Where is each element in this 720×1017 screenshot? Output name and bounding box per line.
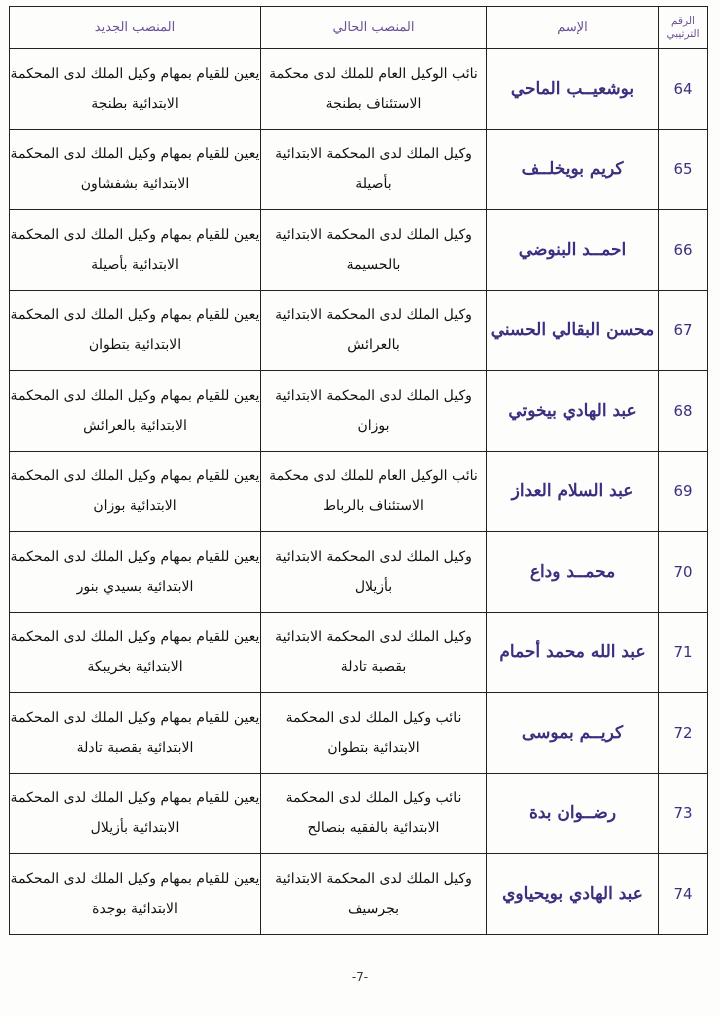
serial-number-cell: 68 — [659, 371, 708, 452]
table-row — [10, 451, 708, 532]
new-position-cell: يعين للقيام بمهام وكيل الملك لدى المحكمة الابتدائية بطنجة — [10, 49, 261, 130]
serial-number-cell: 66 — [659, 210, 708, 291]
header-serial-number: الرقم الترتيبي — [659, 7, 708, 49]
name-cell: محسن البقالي الحسني — [487, 290, 659, 371]
current-position-cell: نائب الوكيل العام للملك لدى محكمة الاستئناف بطنجة — [261, 49, 487, 130]
serial-number-cell: 64 — [659, 49, 708, 130]
name-cell: عبد السلام العداز — [487, 451, 659, 532]
current-position-cell: وكيل الملك لدى المحكمة الابتدائية بوزان — [261, 371, 487, 452]
name-cell: محمــد وداع — [487, 532, 659, 613]
table-header-row — [10, 7, 708, 49]
name-cell: عبد الهادي بيخوتي — [487, 371, 659, 452]
serial-number-cell: 69 — [659, 451, 708, 532]
new-position-cell: يعين للقيام بمهام وكيل الملك لدى المحكمة الابتدائية بأزيلال — [10, 773, 261, 854]
new-position-cell: يعين للقيام بمهام وكيل الملك لدى المحكمة الابتدائية بوجدة — [10, 854, 261, 935]
name-cell: كريم بويخلــف — [487, 129, 659, 210]
name-cell: عبد الهادي بويحياوي — [487, 854, 659, 935]
appointments-table — [9, 6, 708, 935]
page-number: -7- — [351, 970, 369, 984]
serial-number-cell: 73 — [659, 773, 708, 854]
new-position-cell: يعين للقيام بمهام وكيل الملك لدى المحكمة الابتدائية بوزان — [10, 451, 261, 532]
new-position-cell: يعين للقيام بمهام وكيل الملك لدى المحكمة الابتدائية بشفشاون — [10, 129, 261, 210]
serial-number-cell: 74 — [659, 854, 708, 935]
current-position-cell: وكيل الملك لدى المحكمة الابتدائية بالحسيمة — [261, 210, 487, 291]
header-name: الإسم — [487, 7, 659, 49]
current-position-cell: نائب وكيل الملك لدى المحكمة الابتدائية بتطوان — [261, 693, 487, 774]
current-position-cell: نائب وكيل الملك لدى المحكمة الابتدائية بالفقيه بنصالح — [261, 773, 487, 854]
table-row — [10, 371, 708, 452]
serial-number-cell: 71 — [659, 612, 708, 693]
table-row — [10, 854, 708, 935]
header-new-position: المنصب الجديد — [10, 7, 261, 49]
name-cell: عبد الله محمد أحمام — [487, 612, 659, 693]
table-row — [10, 290, 708, 371]
new-position-cell: يعين للقيام بمهام وكيل الملك لدى المحكمة الابتدائية بسيدي بنور — [10, 532, 261, 613]
serial-number-cell: 72 — [659, 693, 708, 774]
table-row — [10, 129, 708, 210]
table-body — [10, 49, 708, 935]
new-position-cell: يعين للقيام بمهام وكيل الملك لدى المحكمة الابتدائية بتطوان — [10, 290, 261, 371]
serial-number-cell: 65 — [659, 129, 708, 210]
current-position-cell: وكيل الملك لدى المحكمة الابتدائية بأصيلة — [261, 129, 487, 210]
name-cell: احمــد البنوضي — [487, 210, 659, 291]
new-position-cell: يعين للقيام بمهام وكيل الملك لدى المحكمة الابتدائية بقصبة تادلة — [10, 693, 261, 774]
name-cell: كريــم بموسى — [487, 693, 659, 774]
current-position-cell: نائب الوكيل العام للملك لدى محكمة الاستئناف بالرباط — [261, 451, 487, 532]
table-row — [10, 49, 708, 130]
table-row — [10, 210, 708, 291]
current-position-cell: وكيل الملك لدى المحكمة الابتدائية بالعرائش — [261, 290, 487, 371]
serial-number-cell: 67 — [659, 290, 708, 371]
table-row — [10, 532, 708, 613]
name-cell: رضــوان بدة — [487, 773, 659, 854]
current-position-cell: وكيل الملك لدى المحكمة الابتدائية بجرسيف — [261, 854, 487, 935]
current-position-cell: وكيل الملك لدى المحكمة الابتدائية بقصبة تادلة — [261, 612, 487, 693]
serial-number-cell: 70 — [659, 532, 708, 613]
header-current-position: المنصب الحالي — [261, 7, 487, 49]
current-position-cell: وكيل الملك لدى المحكمة الابتدائية بأزيلال — [261, 532, 487, 613]
table-row — [10, 693, 708, 774]
new-position-cell: يعين للقيام بمهام وكيل الملك لدى المحكمة الابتدائية بخريبكة — [10, 612, 261, 693]
table-row — [10, 612, 708, 693]
name-cell: بوشعيــب الماحي — [487, 49, 659, 130]
table-row — [10, 773, 708, 854]
new-position-cell: يعين للقيام بمهام وكيل الملك لدى المحكمة الابتدائية بأصيلة — [10, 210, 261, 291]
new-position-cell: يعين للقيام بمهام وكيل الملك لدى المحكمة الابتدائية بالعرائش — [10, 371, 261, 452]
